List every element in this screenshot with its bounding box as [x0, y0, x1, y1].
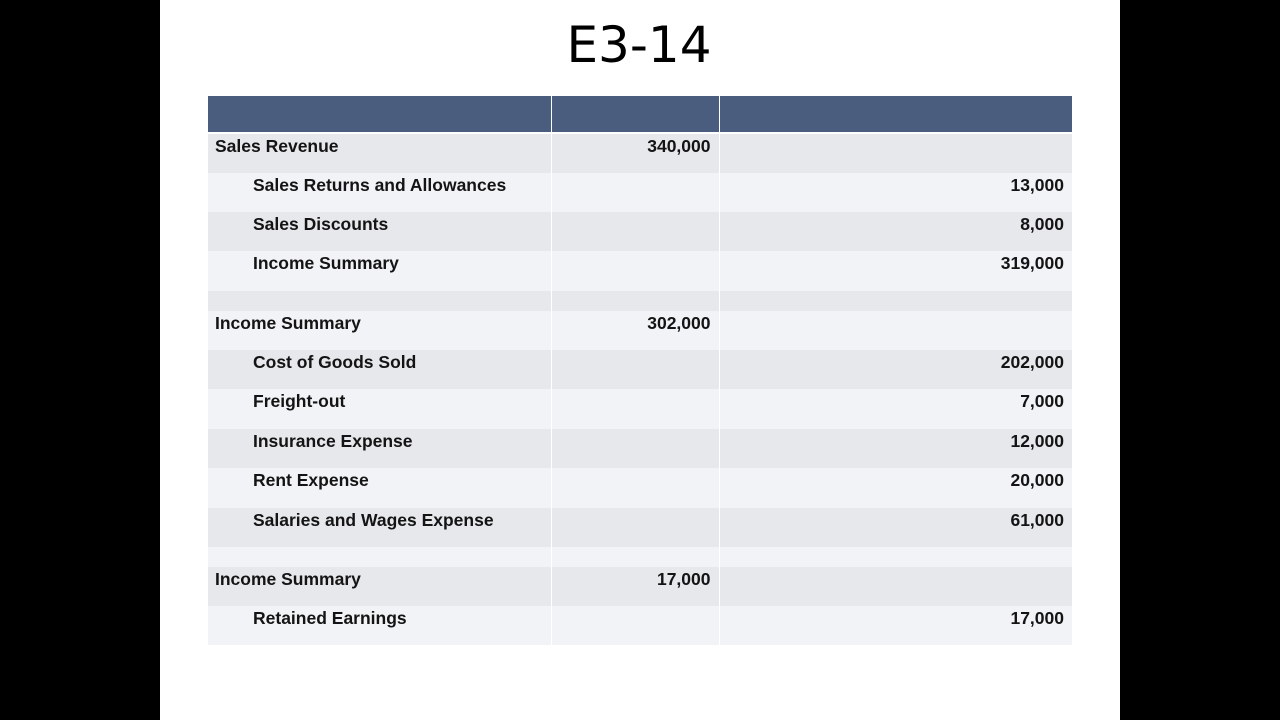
- spacer-row: [208, 291, 1072, 311]
- credit-cell: [719, 291, 1072, 311]
- table-header-row: [208, 96, 1072, 133]
- credit-cell: 319,000: [719, 251, 1072, 291]
- credit-cell: [719, 311, 1072, 350]
- slide: [160, 0, 1120, 720]
- table-row: [208, 350, 1072, 389]
- table-row: [208, 468, 1072, 508]
- debit-cell: [551, 468, 719, 508]
- account-cell: Salaries and Wages Expense: [208, 508, 551, 547]
- account-cell: Retained Earnings: [208, 606, 551, 645]
- table-row: [208, 567, 1072, 606]
- debit-cell: [551, 173, 719, 212]
- debit-cell: 17,000: [551, 567, 719, 606]
- credit-cell: [719, 133, 1072, 173]
- credit-cell: 12,000: [719, 429, 1072, 468]
- table-row: [208, 429, 1072, 468]
- debit-cell: 302,000: [551, 311, 719, 350]
- credit-cell: 8,000: [719, 212, 1072, 251]
- spacer-row: [208, 547, 1072, 567]
- debit-cell: 340,000: [551, 133, 719, 173]
- table-row: [208, 606, 1072, 645]
- debit-cell: [551, 291, 719, 311]
- debit-cell: [551, 350, 719, 389]
- header-debit: [551, 96, 719, 133]
- debit-cell: [551, 508, 719, 547]
- account-cell: Sales Returns and Allowances: [208, 173, 551, 212]
- slide-title: E3-14: [566, 16, 712, 74]
- debit-cell: [551, 547, 719, 567]
- table-row: [208, 212, 1072, 251]
- credit-cell: 17,000: [719, 606, 1072, 645]
- account-cell: Sales Revenue: [208, 133, 551, 173]
- debit-cell: [551, 389, 719, 429]
- credit-cell: [719, 567, 1072, 606]
- account-cell: Rent Expense: [208, 468, 551, 508]
- table-row: [208, 133, 1072, 173]
- credit-cell: 13,000: [719, 173, 1072, 212]
- header-account: [208, 96, 551, 133]
- account-cell: Income Summary: [208, 251, 551, 291]
- credit-cell: 202,000: [719, 350, 1072, 389]
- account-cell: Income Summary: [208, 311, 551, 350]
- debit-cell: [551, 212, 719, 251]
- table-row: [208, 389, 1072, 429]
- debit-cell: [551, 606, 719, 645]
- header-credit: [719, 96, 1072, 133]
- debit-cell: [551, 251, 719, 291]
- account-cell: Insurance Expense: [208, 429, 551, 468]
- table-row: [208, 311, 1072, 350]
- credit-cell: [719, 547, 1072, 567]
- account-cell: [208, 291, 551, 311]
- credit-cell: 7,000: [719, 389, 1072, 429]
- table-row: [208, 173, 1072, 212]
- account-cell: Income Summary: [208, 567, 551, 606]
- account-cell: [208, 547, 551, 567]
- account-cell: Freight-out: [208, 389, 551, 429]
- journal-entries-table: [208, 96, 1072, 645]
- account-cell: Cost of Goods Sold: [208, 350, 551, 389]
- table-row: [208, 508, 1072, 547]
- credit-cell: 61,000: [719, 508, 1072, 547]
- credit-cell: 20,000: [719, 468, 1072, 508]
- table-row: [208, 251, 1072, 291]
- account-cell: Sales Discounts: [208, 212, 551, 251]
- debit-cell: [551, 429, 719, 468]
